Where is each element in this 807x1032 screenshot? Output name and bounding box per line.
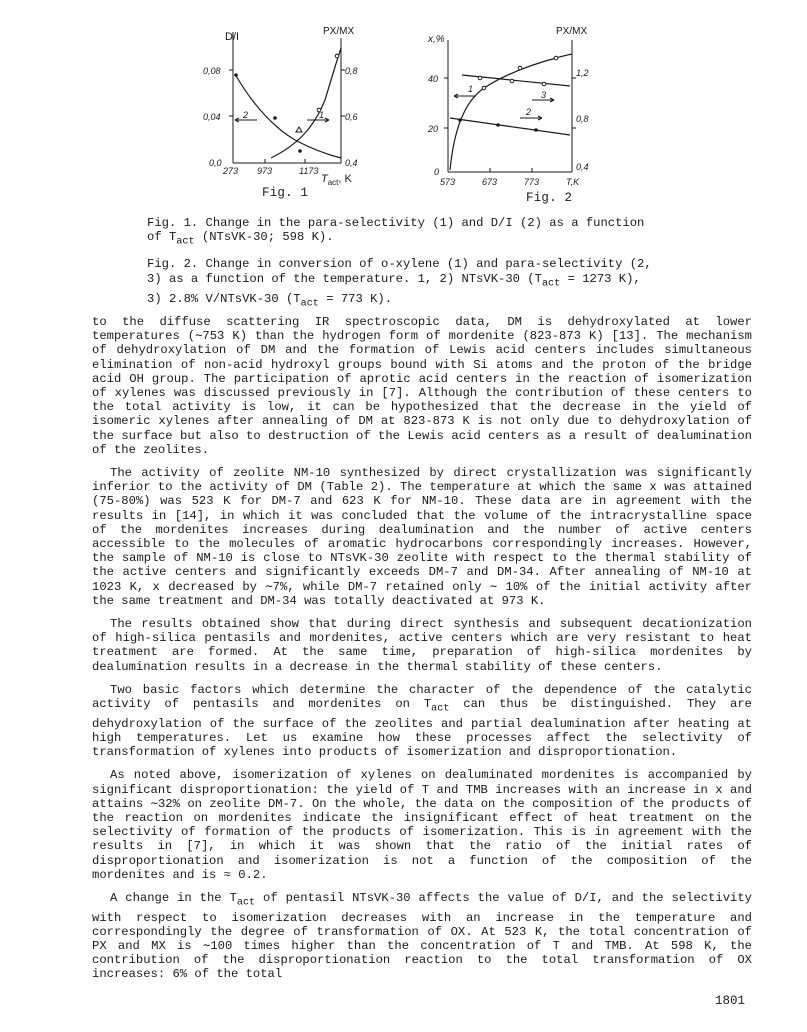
fig2-curve-1 xyxy=(450,54,572,170)
fig2-x-tick-1: 573 xyxy=(440,177,456,187)
fig2-curve-2-label: 2 xyxy=(526,107,532,117)
fig1-curve-2-label: 2 xyxy=(243,110,249,120)
fig2-right-tick-1: 1,2 xyxy=(576,68,589,78)
fig1-left-tick-2: 0,04 xyxy=(203,112,221,122)
fig1-point xyxy=(273,116,277,120)
fig1-right-tick-2: 0,6 xyxy=(345,112,358,122)
page-number: 1801 xyxy=(715,994,746,1008)
fig1-right-tick-3: 0,4 xyxy=(345,158,358,168)
fig1-x-tick-2: 973 xyxy=(257,166,273,176)
fig2-point xyxy=(458,118,462,122)
fig1-y-right-label: PX/MX xyxy=(323,26,355,37)
fig1-point xyxy=(296,127,302,132)
paragraph-5: As noted above, isomerization of xylenes on dealuminated mordenites is accompanied by significant disproportionation: the yield of T and TMB increases with an increase in x and attains ∼32% on zeolite DM-7. On the whole, the data on the composition of the products of the reaction on mordenites indicate the insignificant effect of heat treatment on the selectivity of formation of the products of isomerization. This is in agreement with the results in [7], in which it was shown that the ratio of the initial rates of disproportionation and isomerization is not a function of the composition of the mordenites and is ≈ 0.2. xyxy=(92,768,752,882)
fig2-right-tick-3: 0,4 xyxy=(576,162,589,172)
fig2-point xyxy=(478,76,482,80)
fig2-point xyxy=(510,79,514,83)
fig2-x-tick-3: 773 xyxy=(524,177,540,187)
fig2-point xyxy=(534,128,538,132)
fig2-point xyxy=(554,56,558,60)
fig2-arrow-1 xyxy=(454,94,476,98)
paragraph-3: The results obtained show that during direct synthesis and subsequent decationization of high-silica pentasils and mordenites, active centers which are very resistant to heat treatment are formed. At the same time, preparation of high-silica mordenites by dealumination results in a decrease in the thermal stability of these centers. xyxy=(92,617,752,674)
fig2-y-right-label: PX/MX xyxy=(556,26,588,37)
fig1-left-tick-3: 0,0 xyxy=(209,158,222,168)
fig1-left-tick-1: 0,08 xyxy=(203,66,221,76)
fig2-curve-2 xyxy=(450,118,570,135)
fig1-curve-1 xyxy=(271,48,341,158)
fig1-curve-2 xyxy=(235,74,341,158)
paragraph-6: A change in the $T_{act}$ of pentasil NTsVK-30 affects the value of D/I, and the selectivity with respect to isomerization decreases with an increase in the temperature and correspondingly the degree of transformation of OX. At 523 K, the total concentration of PX and MX is ∼100 times higher than the concentration of T and TMB. At 598 K, the contribution of the disproportionation reaction to the total transformation of OX increases: 6% of the total xyxy=(92,890,752,982)
fig1-caption: Fig. 1. Change in the para-selectivity (1) and D/I (2) as a function of $T_{act}$ (NTsVK-30; 598 K). xyxy=(147,216,645,248)
fig2-point xyxy=(482,86,486,90)
paragraph-2: The activity of zeolite NM-10 synthesized by direct crystallization was significantly inferior to the activity of DM (Table 2). The temperature at which the same x was attained (75-80%) was 523 K for DM-7 and 623 K for NM-10. These data are in agreement with the results in [14], in which it was concluded that the volume of the intracrystalline space of the mordenites increases during dealumination and the number of active centers accessible to the molecules of aromatic hydrocarbons correspondingly increases. However, the sample of NM-10 is close to NTsVK-30 zeolite with respect to the thermal stability of the active centers and significantly exceeds DM-7 and DM-34. After annealing of NM-10 at 1023 K, x decreased by ∼7%, while DM-7 retained only ∼ 10% of the initial activity after the same treatment and DM-34 was totally deactivated at 973 K. xyxy=(92,466,752,608)
fig2-caption: Fig. 2. Change in conversion of o-xylene (1) and para-selectivity (2, 3) as a function of the temperature. 1, 2) NTsVK-30 ($T_{act} = 1273$ K), 3) 2.8% V/NTsVK-30 ($T_{act} = 773$ K). xyxy=(147,257,652,309)
fig2-point xyxy=(542,82,546,86)
fig2-point xyxy=(496,123,500,127)
fig2-x-tick-4: T,K xyxy=(566,177,580,187)
fig1-x-label: $T_{act}$, K xyxy=(321,173,352,187)
fig1-right-tick-1: 0,8 xyxy=(345,66,358,76)
figure-captions xyxy=(147,216,667,318)
fig1-point xyxy=(298,149,302,153)
fig2-right-tick-2: 0,8 xyxy=(576,114,589,124)
body-text xyxy=(92,315,752,991)
fig2-label: Fig. 2 xyxy=(526,191,573,205)
fig2-left-tick-2: 20 xyxy=(428,124,439,134)
figure-1 xyxy=(195,20,395,202)
fig1-y-left-label: D/I xyxy=(225,31,240,43)
paragraph-4: Two basic factors which determine the character of the dependence of the catalytic activity of pentasils and mordenites on $T_{act}$ can thus be distinguished. They are dehydroxylation of the surface of the zeolites and partial dealumination after heating at high temperatures. Let us examine how these processes affect the selectivity of transformation of xylenes into products of isomerization and disproportionation. xyxy=(92,682,752,760)
fig2-x-tick-2: 673 xyxy=(482,177,498,187)
fig1-point xyxy=(234,73,238,77)
fig1-axes xyxy=(229,32,345,163)
fig2-y-left-label: x,% xyxy=(428,34,445,45)
fig1-label: Fig. 1 xyxy=(262,186,309,200)
fig1-curve-1-label: 1 xyxy=(319,110,325,120)
fig2-point xyxy=(518,66,522,70)
fig1-arrow-right xyxy=(307,118,329,122)
fig1-point xyxy=(335,54,339,58)
fig2-curve-1-label: 1 xyxy=(468,84,474,94)
fig2-left-tick-1: 40 xyxy=(428,74,439,84)
fig2-curve-3-label: 3 xyxy=(541,90,547,100)
figure-2 xyxy=(420,20,620,202)
paragraph-1: to the diffuse scattering IR spectroscopic data, DM is dehydroxylated at lower temperatures (∼753 K) than the hydrogen form of mordenite (823-873 K) [13]. The mechanism of dehydroxylation of DM and the formation of Lewis acid centers includes simultaneous elimination of non-acid hydroxyl groups bound with Si atoms and the proton of the bridge acid OH group. The participation of aprotic acid centers in the reaction of isomerization of xylenes was discussed previously in [7]. Although the contribution of these centers to the total activity is low, it can be hypothesized that the decrease in the yield of isomeric xylenes after annealing of DM at 823-873 K is not only due to dehydroxylation of the surface but also to destruction of the Lewis acid centers as a result of dealumination of the zeolites. xyxy=(92,315,752,457)
fig2-left-tick-3: 0 xyxy=(434,167,440,177)
fig1-x-tick-1: 273 xyxy=(223,166,239,176)
fig1-x-tick-3: 1173 xyxy=(299,166,319,176)
